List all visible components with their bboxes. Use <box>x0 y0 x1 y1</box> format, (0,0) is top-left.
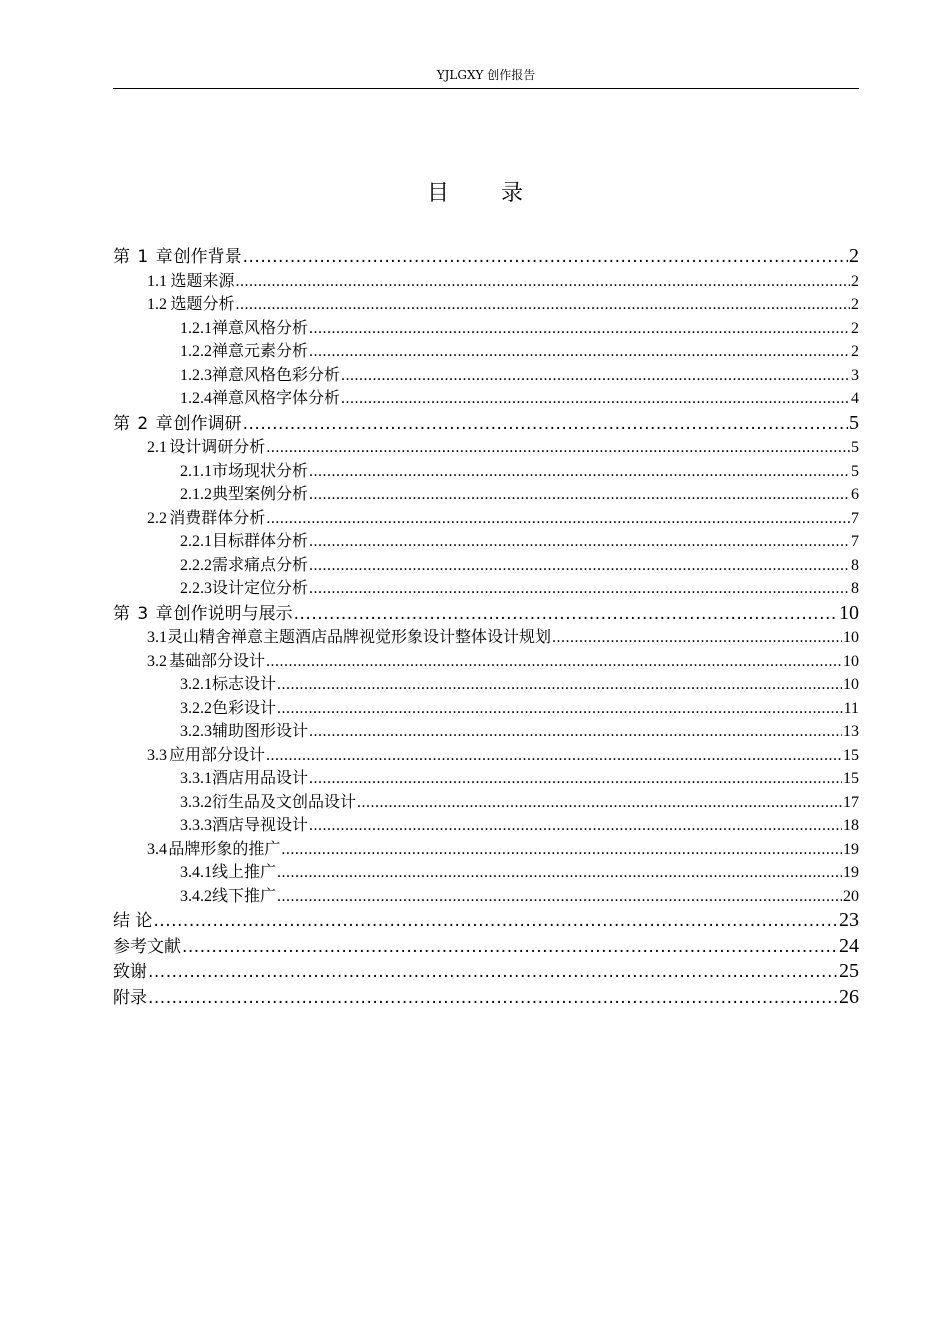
toc-entry[interactable] <box>113 268 859 292</box>
toc-entry[interactable] <box>113 291 859 315</box>
toc-entry-page-number: 15 <box>843 770 859 787</box>
toc-entry[interactable] <box>113 552 859 576</box>
toc-entry-title: 线下推广 <box>212 887 277 905</box>
toc-entry-number: 2.1.2 <box>180 486 212 503</box>
toc-entry-number: 1.2 <box>147 296 167 313</box>
toc-entry-number: 3.4.2 <box>180 887 212 905</box>
toc-entry-number: 1.2.3 <box>180 366 212 384</box>
toc-entry-number: 3.4.1 <box>180 864 212 881</box>
toc-entry[interactable] <box>113 242 859 268</box>
toc-entry-page-number: 2 <box>851 272 859 290</box>
toc-entry-page-number: 2 <box>851 343 859 360</box>
toc-entry[interactable] <box>113 789 859 813</box>
toc-entry-title: 创作调研 <box>173 413 242 434</box>
toc-dot-leader <box>309 770 842 788</box>
toc-entry[interactable] <box>113 671 859 695</box>
toc-entry-title: 禅意风格色彩分析 <box>212 366 341 384</box>
toc-entry-page-number: 10 <box>843 629 859 646</box>
toc-dot-leader <box>148 988 838 1008</box>
toc-entry-title: 禅意元素分析 <box>212 343 309 360</box>
toc-entry[interactable] <box>113 648 859 672</box>
toc-entry-title: 选题来源 <box>170 272 235 290</box>
toc-dot-leader <box>309 533 850 551</box>
toc-entry-number: 3.2.2 <box>180 699 212 717</box>
toc-entry[interactable] <box>113 434 859 458</box>
toc-entry[interactable] <box>113 859 859 883</box>
toc-dot-leader <box>309 343 850 361</box>
page-title <box>0 178 950 210</box>
toc-entry[interactable] <box>113 458 859 482</box>
toc-dot-leader <box>235 296 850 314</box>
toc-entry-title: 禅意风格字体分析 <box>212 390 341 407</box>
toc-entry[interactable] <box>113 362 859 386</box>
toc-dot-leader <box>266 747 842 765</box>
toc-entry-page-number: 10 <box>843 652 859 670</box>
toc-entry-page-number: 4 <box>851 390 859 407</box>
toc-entry-number: 2.1 <box>147 439 167 456</box>
header-text: YJLGXY 创作报告 <box>436 68 536 82</box>
toc-dot-leader <box>309 817 842 835</box>
toc-entry[interactable] <box>113 932 859 958</box>
toc-dot-leader <box>148 962 838 982</box>
toc-dot-leader <box>243 414 848 434</box>
toc-entry-title: 线上推广 <box>212 864 277 881</box>
toc-entry-title: 应用部分设计 <box>169 746 266 764</box>
toc-dot-leader <box>235 273 850 291</box>
toc-entry[interactable] <box>113 409 859 435</box>
page-header <box>113 66 859 89</box>
toc-entry-number: 第 2 章 <box>113 413 174 434</box>
toc-entry-page-number: 7 <box>851 533 859 550</box>
toc-entry-number: 3.3.3 <box>180 817 212 834</box>
toc-entry-page-number: 19 <box>843 864 859 881</box>
toc-entry-page-number: 3 <box>851 366 859 384</box>
toc-entry[interactable] <box>113 528 859 552</box>
toc-entry[interactable] <box>113 812 859 836</box>
toc-dot-leader <box>309 486 850 504</box>
toc-dot-leader <box>309 557 850 575</box>
toc-entry-page-number: 6 <box>851 486 859 503</box>
toc-dot-leader <box>182 937 838 957</box>
toc-dot-leader <box>309 580 850 598</box>
toc-entry[interactable] <box>113 505 859 529</box>
toc-entry-number: 2.2.2 <box>180 556 212 574</box>
toc-dot-leader <box>309 463 850 481</box>
toc-entry[interactable] <box>113 906 859 932</box>
toc-entry-number: 3.3.2 <box>180 793 212 811</box>
toc-entry-title: 创作背景 <box>173 247 242 267</box>
toc-entry-number: 3.2 <box>147 652 167 670</box>
toc-entry-page-number: 11 <box>843 699 859 717</box>
toc-dot-leader <box>281 841 842 859</box>
toc-entry-page-number: 2 <box>851 319 859 337</box>
toc-entry-title: 消费群体分析 <box>169 509 266 527</box>
toc-entry-page-number: 8 <box>851 556 859 574</box>
toc-entry-title: 辅助图形设计 <box>212 723 309 740</box>
toc-entry-number: 2.1.1 <box>180 462 212 480</box>
toc-dot-leader <box>357 794 842 812</box>
toc-entry[interactable] <box>113 765 859 789</box>
toc-entry-title: 需求痛点分析 <box>212 556 309 574</box>
toc-entry-page-number: 10 <box>843 676 859 693</box>
toc-entry-page-number: 5 <box>851 439 859 456</box>
toc-entry-title: 灵山精舍禅意主题酒店品牌视觉形象设计整体设计规划 <box>167 629 552 646</box>
toc-entry-page-number: 26 <box>839 985 859 1008</box>
toc-dot-leader <box>341 367 850 385</box>
toc-dot-leader <box>266 510 850 528</box>
toc-dot-leader <box>277 888 842 906</box>
toc-entry-title: 结 论 <box>113 911 153 931</box>
toc-entry[interactable] <box>113 718 859 742</box>
toc-entry-page-number: 7 <box>851 509 859 527</box>
toc-entry-page-number: 17 <box>843 793 859 811</box>
toc-entry[interactable] <box>113 742 859 766</box>
toc-entry[interactable] <box>113 599 859 625</box>
toc-entry-page-number: 8 <box>851 580 859 597</box>
toc-entry-number: 3.4 <box>147 840 167 858</box>
toc-entry[interactable] <box>113 695 859 719</box>
toc-entry-title: 标志设计 <box>212 676 277 693</box>
toc-entry-title: 选题分析 <box>170 296 235 313</box>
toc-entry-page-number: 19 <box>843 840 859 858</box>
toc-entry[interactable] <box>113 481 859 505</box>
toc-entry[interactable] <box>113 957 859 983</box>
toc-entry[interactable] <box>113 338 859 362</box>
toc-entry-number: 3.3 <box>147 746 167 764</box>
toc-entry-number: 3.1 <box>147 629 167 646</box>
toc-entry[interactable] <box>113 883 859 907</box>
toc-entry-title: 目标群体分析 <box>212 533 309 550</box>
toc-entry[interactable] <box>113 385 859 409</box>
toc-entry-page-number: 20 <box>843 887 859 905</box>
toc-entry-number: 2.2 <box>147 509 167 527</box>
toc-entry-title: 附录 <box>113 987 147 1008</box>
toc-dot-leader <box>277 676 842 694</box>
toc-entry-number: 2.2.1 <box>180 533 212 550</box>
toc-dot-leader <box>266 653 842 671</box>
toc-entry-number: 2.2.3 <box>180 580 212 597</box>
toc-dot-leader <box>309 320 850 338</box>
toc-entry-number: 1.2.1 <box>180 319 212 337</box>
toc-entry-title: 设计调研分析 <box>169 439 266 456</box>
toc-entry-title: 酒店用品设计 <box>212 770 309 787</box>
toc-entry-title: 品牌形象的推广 <box>168 840 281 858</box>
title-char-1: 目 <box>426 181 449 206</box>
toc-entry[interactable] <box>113 983 859 1009</box>
toc-entry[interactable] <box>113 836 859 860</box>
toc-dot-leader <box>552 629 842 647</box>
toc-entry-page-number: 2 <box>851 296 859 313</box>
toc-entry-number: 第 1 章 <box>113 247 174 267</box>
toc-entry-title: 基础部分设计 <box>169 652 266 670</box>
toc-entry-page-number: 2 <box>849 245 859 267</box>
toc-entry[interactable] <box>113 575 859 599</box>
toc-entry-title: 致谢 <box>113 962 147 982</box>
toc-entry-number: 1.2.4 <box>180 390 212 407</box>
toc-entry-page-number: 5 <box>849 411 859 434</box>
toc-entry-title: 衍生品及文创品设计 <box>212 793 357 811</box>
toc-entry-title: 禅意风格分析 <box>212 319 309 337</box>
toc-entry-page-number: 15 <box>843 746 859 764</box>
toc-entry-page-number: 25 <box>839 960 859 982</box>
toc-dot-leader <box>243 247 848 267</box>
toc-entry[interactable] <box>113 624 859 648</box>
title-char-2: 录 <box>501 181 524 206</box>
toc-dot-leader <box>309 723 842 741</box>
toc-dot-leader <box>277 864 842 882</box>
toc-dot-leader <box>294 604 838 624</box>
toc-entry-page-number: 13 <box>843 723 859 740</box>
toc-entry-number: 第 3 章 <box>113 603 174 624</box>
toc-entry-number: 3.2.1 <box>180 676 212 693</box>
toc-entry-page-number: 24 <box>839 934 859 957</box>
toc-entry-title: 色彩设计 <box>212 699 277 717</box>
toc-entry-page-number: 5 <box>851 462 859 480</box>
toc-entry-title: 创作说明与展示 <box>173 603 293 624</box>
toc-entry-number: 3.2.3 <box>180 723 212 740</box>
toc-entry-title: 典型案例分析 <box>212 486 309 503</box>
toc-entry-number: 3.3.1 <box>180 770 212 787</box>
toc-entry-title: 设计定位分析 <box>212 580 309 597</box>
toc-entry-title: 市场现状分析 <box>212 462 309 480</box>
toc-entry-title: 酒店导视设计 <box>212 817 309 834</box>
toc-dot-leader <box>266 439 850 457</box>
toc-entry-page-number: 10 <box>839 601 859 624</box>
toc-entry-page-number: 18 <box>843 817 859 834</box>
toc-dot-leader <box>277 700 843 718</box>
toc-dot-leader <box>341 390 850 408</box>
toc-dot-leader <box>153 911 838 931</box>
toc-entry-title: 参考文献 <box>113 936 181 957</box>
toc-entry-number: 1.1 <box>147 272 167 290</box>
toc-entry[interactable] <box>113 315 859 339</box>
table-of-contents <box>113 242 859 1008</box>
toc-entry-number: 1.2.2 <box>180 343 212 360</box>
toc-entry-page-number: 23 <box>839 909 859 931</box>
